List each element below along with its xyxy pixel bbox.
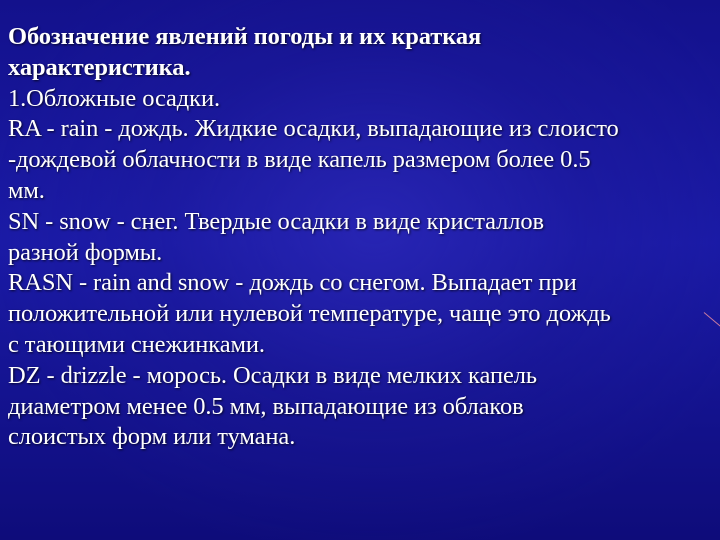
rasn-definition-line-2: положительной или нулевой температуре, чаще это дождь — [8, 300, 611, 328]
rasn-definition-line-1: RASN - rain and snow - дождь со снегом. Выпадает при — [8, 269, 577, 297]
section-heading: 1.Обложные осадки. — [8, 84, 221, 112]
dz-definition-line-1: DZ - drizzle - морось. Осадки в виде мелких капель — [8, 361, 537, 389]
slide-text-block — [8, 22, 716, 453]
sn-definition-line-2: разной формы. — [8, 238, 163, 266]
slide-title-line-2: характеристика. — [8, 53, 191, 81]
ra-definition-line-1: RA - rain - дождь. Жидкие осадки, выпадающие из слоисто — [8, 115, 619, 143]
ra-definition-line-2: -дождевой облачности в виде капель размером более 0.5 — [8, 146, 591, 174]
dz-definition-line-3: слоистых форм или тумана. — [8, 423, 296, 451]
slide-title-line-1: Обозначение явлений погоды и их краткая — [8, 23, 482, 50]
ra-definition-line-3: мм. — [8, 176, 45, 204]
sn-definition-line-1: SN - snow - снег. Твердые осадки в виде кристаллов — [8, 207, 545, 235]
rasn-definition-line-3: с тающими снежинками. — [8, 330, 265, 358]
dz-definition-line-2: диаметром менее 0.5 мм, выпадающие из облаков — [8, 392, 524, 420]
